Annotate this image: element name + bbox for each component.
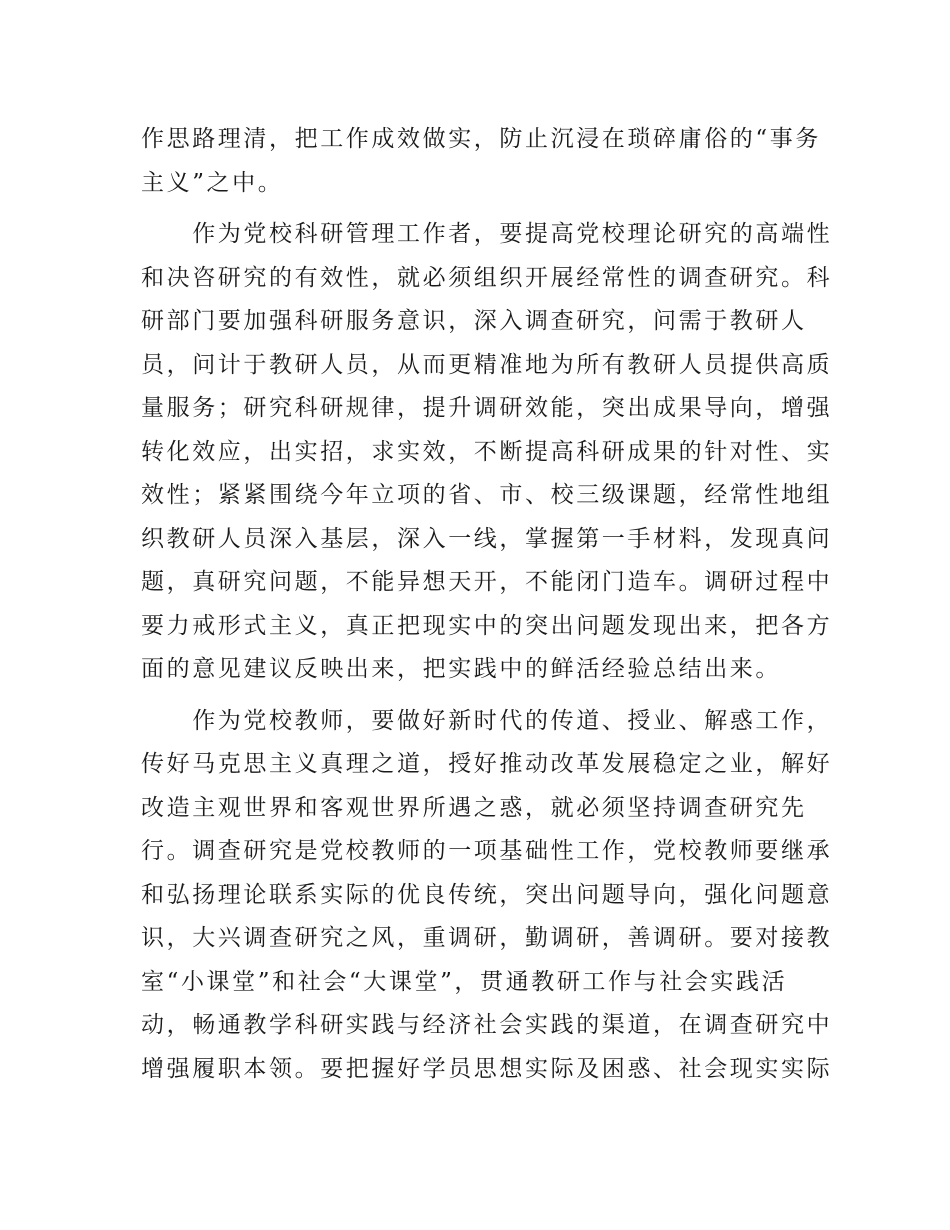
paragraph (141, 118, 821, 205)
text-line: 研部门要加强科研服务意识，深入调查研究，问需于教研人 (141, 308, 807, 334)
text-line: 改造主观世界和客观世界所遇之惑，就必须坚持调查研究先 (141, 794, 807, 821)
text-line: 动，畅通教学科研实践与经济社会实践的渠道，在调查研究中 (141, 1012, 833, 1038)
text-line: 识，大兴调查研究之风，重调研，勤调研，善调研。要对接教 (141, 925, 833, 951)
document-body (141, 118, 833, 1091)
text-line: 和决咨研究的有效性，就必须组织开展经常性的调查研究。科 (141, 264, 833, 291)
text-line: 增强履职本领。要把握好学员思想实际及困惑、社会现实实际 (141, 1055, 833, 1082)
text-line: 作为党校科研管理工作者，要提高党校理论研究的高端性 (141, 221, 833, 247)
paragraph-gap (141, 205, 813, 213)
text-line: 面的意见建议反映出来，把实践中的鲜活经验总结出来。 (141, 656, 781, 682)
text-line: 题，真研究问题，不能异想天开，不能闭门造车。调研过程中 (141, 569, 833, 595)
text-line: 作为党校教师，要做好新时代的传道、授业、解惑工作， (141, 707, 833, 734)
text-line: 传好马克思主义真理之道，授好推动改革发展稳定之业，解好 (141, 751, 833, 777)
text-line: 要力戒形式主义，真正把现实中的突出问题发现出来，把各方 (141, 612, 833, 639)
text-line: 作思路理清，把工作成效做实，防止沉浸在琐碎庸俗的“事务 (141, 126, 821, 152)
text-line: 效性；紧紧围绕今年立项的省、市、校三级课题，经常性地组 (141, 482, 833, 508)
paragraph (141, 213, 833, 692)
text-line: 量服务；研究科研规律，提升调研效能，突出成果导向，增强 (141, 395, 833, 421)
text-line: 室“小课堂”和社会“大课堂”，贯通教研工作与社会实践活 (141, 968, 788, 995)
text-line: 员，问计于教研人员，从而更精准地为所有教研人员提供高质 (141, 351, 833, 378)
text-line: 转化效应，出实招，求实效，不断提高科研成果的针对性、实 (141, 438, 833, 465)
text-line: 织教研人员深入基层，深入一线，掌握第一手材料，发现真问 (141, 525, 833, 552)
text-line: 主义”之中。 (141, 169, 284, 196)
paragraph-gap (141, 692, 813, 700)
text-line: 行。调查研究是党校教师的一项基础性工作，党校教师要继承 (141, 838, 833, 864)
text-line: 和弘扬理论联系实际的优良传统，突出问题导向，强化问题意 (141, 881, 833, 908)
paragraph (141, 700, 833, 1092)
